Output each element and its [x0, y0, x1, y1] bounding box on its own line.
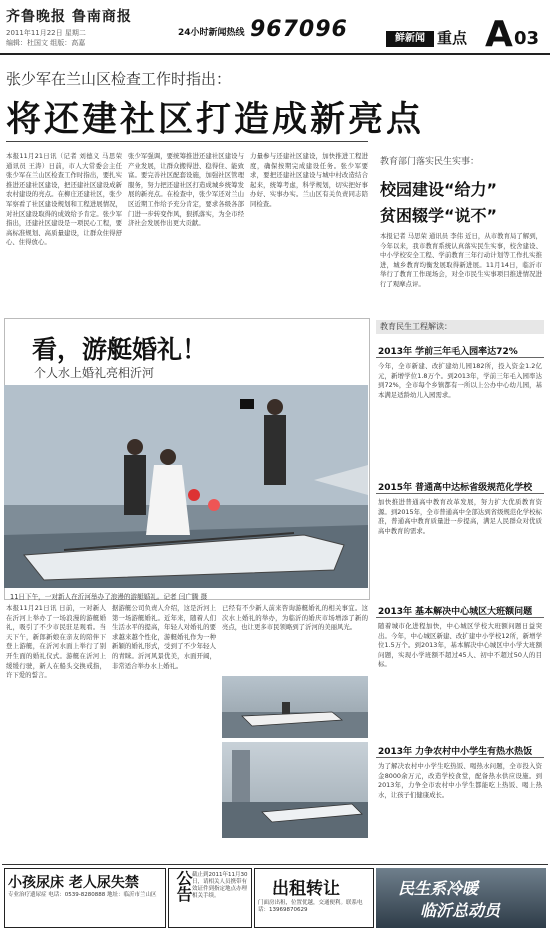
wedding-paragraph-2: 据游艇公司负责人介绍，这是沂河上第一场游艇婚礼。近年来，随着人们生活水平的提高，年轻人对婚礼的要求越来越个性化，游艇婚礼作为一种新颖的婚礼形式，受到了不少年轻人的青睐。沂河风景优美，水面开阔，非常适合举办水上婚礼。	[112, 604, 216, 670]
wedding-subtitle: 个人水上婚礼亮相沂河	[34, 366, 155, 380]
wedding-paragraph-3: 已经有不少新人前来咨询游艇婚礼的相关事宜。这次水上婚礼的举办，为临沂的婚庆市场增添了新的亮点，也让更多市民领略到了沂河的美丽风光。	[222, 604, 368, 632]
wedding-column-1	[6, 604, 106, 860]
ad-enuresis-text: 专业治疗遗尿症 电话：0539-8280888 地址：临沂市兰山区	[8, 892, 157, 898]
lead-column-1	[6, 152, 122, 312]
divider	[376, 357, 544, 358]
lead-column-3	[250, 152, 368, 312]
divider	[6, 141, 368, 142]
ad-enuresis-title: 小孩尿床 老人尿失禁	[8, 875, 139, 891]
subsection-text-2: 加快推进普通高中教育改革发展，努力扩大优质教育资源。到2015年，全市普通高中全部达到省级规范化学校标准，普通高中教育质量进一步提高，满足人民群众对优质高中教育的需求。	[378, 498, 542, 535]
subsection-text-1: 今年，全市新建、改扩建幼儿园182所，投入资金1.2亿元，新增学位1.8万个。到2013年，学前三年毛入园率达到72%，全市每个乡镇都有一所以上公办中心幼儿园，基本满足适龄幼儿入园需求。	[378, 362, 542, 399]
date-line: 2011年11月22日 星期二	[6, 29, 86, 37]
masthead-meta	[6, 28, 86, 48]
lead-headline: 将还建社区打造成新亮点	[6, 99, 425, 140]
ad-rental-text: 门面房出租，位置优越，交通便利。联系电话：13969870629	[258, 900, 363, 913]
subsection-body-2	[378, 498, 542, 598]
boat-photo-1	[222, 676, 368, 738]
section-name: 重点	[437, 29, 468, 47]
lead-paragraph-2: 张少军强调，要统筹推进还建社区建设与产业发展，让群众搬得进、稳得住、能致富。要完善社区配套设施，加强社区管理服务，努力把还建社区打造成城乡统筹发展的新亮点。在检查中，张少军还对兰山区近期工作给予充分肯定，要求各级各部门进一步转变作风，狠抓落实，为全市经济社会发展作出更大贡献。	[128, 152, 244, 228]
subsection-head-3: 2013年 基本解决中心城区大班额问题	[378, 607, 533, 617]
education-title-2: 贫困辍学“说不”	[380, 206, 498, 225]
wedding-photo-illustration	[4, 385, 368, 588]
subsection-text-3: 随着城市化进程加快，中心城区学校大班额问题日益突出。今年，中心城区新建、改扩建中小学校12所，新增学位1.5万个。到2013年，基本解决中心城区中小学大班额问题，实现小学班额不超过45人、初中不超过50人的目标。	[378, 622, 542, 669]
lead-paragraph-3: 力量参与还建社区建设，加快推进工程进度，确保按期完成建设任务。张少军要求，要把还建社区建设与城中村改造结合起来，统筹考虑，科学规划，切实把好事办好、实事办实。兰山区有关负责同志陪同检查。	[250, 152, 368, 208]
wedding-paragraph-1: 本报11月21日讯 日前，一对新人在沂河上举办了一场浪漫的游艇婚礼，吸引了不少市民驻足观看。当天下午，新郎新娘在亲友的陪伴下登上游艇，在沂河水面上举行了别开生面的婚礼仪式。游艇在沂河上缓缓行驶，新人在船头交换戒指，许下爱的誓言。	[6, 604, 106, 680]
hotline-label: 24小时新闻热线	[178, 28, 245, 38]
education-kicker: 教育部门落实民生实事：	[380, 157, 480, 167]
subsection-head-4: 2013年 力争农村中小学生有热水热饭	[378, 747, 533, 757]
boat-photo-2	[222, 742, 368, 838]
wedding-column-2	[112, 604, 216, 860]
subsection-body-3	[378, 622, 542, 730]
divider	[376, 757, 544, 758]
boat-photo-1-illustration	[222, 676, 368, 738]
divider	[376, 617, 544, 618]
ad-notice-text: 截止到2011年11月30日，请相关人员携带有效证件到指定地点办理相关手续。	[192, 872, 248, 899]
slogan-line-1: 民生系冷暖	[398, 879, 479, 898]
subsection-body-1	[378, 362, 542, 474]
hotline-number: 967096	[250, 17, 348, 42]
ad-notice-title: 公告	[174, 870, 193, 902]
education-panel-header: 教育民生工程解读：	[376, 320, 544, 334]
boat-photo-2-illustration	[222, 742, 368, 838]
education-intro-text: 本报记者 马思荣 通讯员 李伟 近日，从市教育局了解到，今年以来，我市教育系统认真落实民生实事，校舍建设、中小学校安全工程、学前教育三年行动计划等工作扎实推进，城乡教育均衡发展取得新进展。11月14日，临沂市举行了教育工作现场会，对全市民生实事项目推进情况进行了观摩点评。	[380, 232, 542, 288]
lead-paragraph-1: 本报11月21日讯（记者 刘德义 马思荣 通讯员 王涛）日前，市人大常委会主任张少军在兰山区检查工作时指出，要扎实推进还建社区建设，把还建社区建设成新农村建设的亮点。在柳庄还建社区，张少军察看了社区建设规划和工程进展情况，对社区建设取得的成效给予肯定。张少军指出，还建社区建设是一项民心工程，要高标准规划、高质量建设，让群众住得舒心、住得放心。	[6, 152, 122, 247]
lead-column-2	[128, 152, 244, 312]
subsection-body-4	[378, 762, 542, 860]
subsection-text-4: 为了解决农村中小学生吃热饭、喝热水问题，全市投入资金8000余万元，改造学校食堂，配备热水供应设施。到2013年，力争全市农村中小学生都能吃上热饭、喝上热水，让孩子们健康成长。	[378, 762, 542, 799]
editor-line: 编辑：杜国文 组版：高嘉	[6, 39, 86, 47]
education-title-1: 校园建设“给力”	[380, 180, 498, 199]
page-number: 03	[514, 28, 540, 49]
divider	[376, 493, 544, 494]
subsection-head-2: 2015年 普通高中达标省级规范化学校	[378, 483, 533, 493]
ad-rental-title: 出租转让	[272, 879, 340, 899]
subsection-head-1: 2013年 学前三年毛入园率达72%	[378, 347, 518, 357]
section-letter: A	[485, 14, 513, 55]
wedding-column-3	[222, 604, 368, 672]
wedding-photo	[4, 385, 368, 588]
section-tag: 鲜新闻	[386, 31, 434, 47]
slogan-line-2: 临沂总动员	[420, 901, 501, 920]
wedding-photo-caption: 11日下午，一对新人在沂河举办了浪漫的游艇婚礼。记者 闫广腾 摄	[10, 593, 208, 601]
wedding-title: 看，游艇婚礼！	[32, 335, 208, 364]
newspaper-name: 齐鲁晚报 鲁南商报	[6, 9, 132, 25]
education-intro	[380, 232, 542, 306]
lead-kicker: 张少军在兰山区检查工作时指出：	[6, 70, 232, 88]
